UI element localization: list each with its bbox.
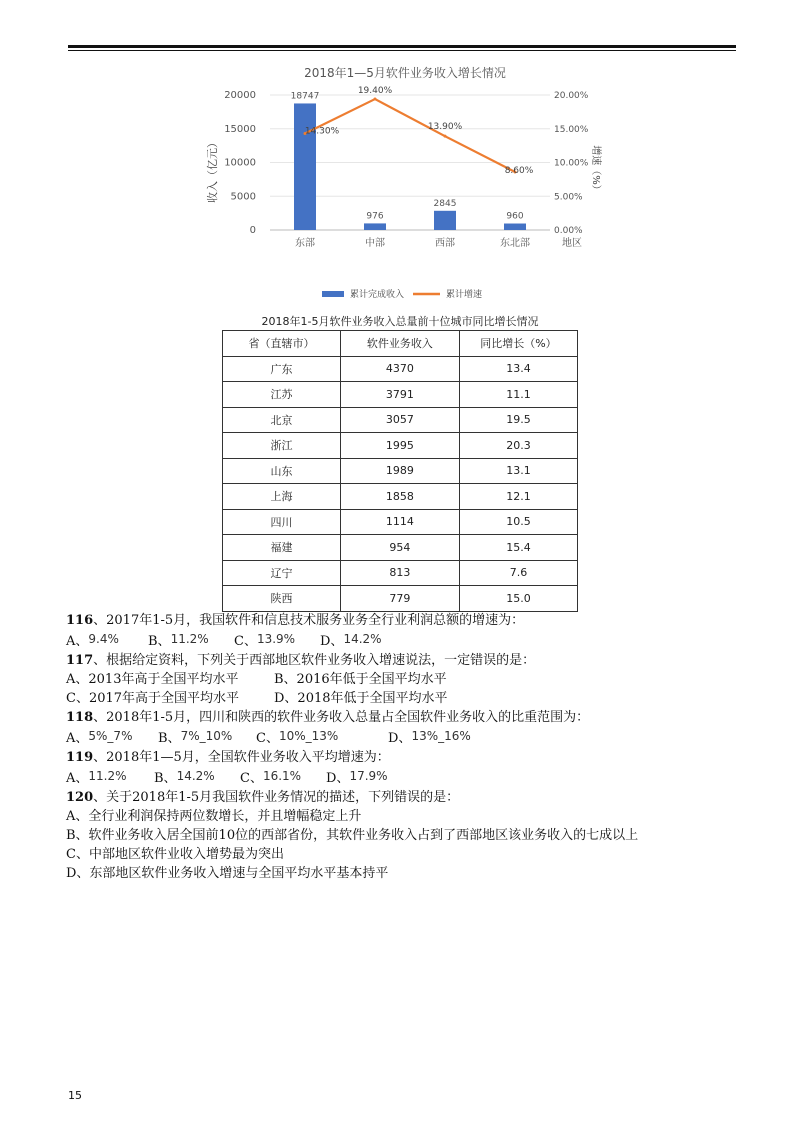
table-row [223, 356, 578, 382]
y-tick-label-right: 20.00% [554, 91, 589, 101]
line-data-label: 19.40% [357, 86, 393, 97]
option-d: D、17.9% [326, 769, 388, 786]
city-revenue-table [222, 330, 578, 612]
table-cell-province: 江苏 [223, 382, 341, 408]
bar [294, 103, 316, 230]
question-120: 120、关于2018年1-5月我国软件业务情况的描述，下列错误的是： [66, 790, 460, 805]
table-cell-growth: 10.5 [459, 509, 577, 535]
line-data-label: 14.30% [304, 126, 340, 137]
question-118: 118、2018年1-5月，四川和陕西的软件业务收入总量占全国软件业务收入的比重范围为： [66, 710, 590, 725]
option-c: C、16.1% [240, 769, 302, 786]
x-tick-label: 中部 [365, 238, 385, 249]
option-b: B、14.2% [154, 769, 215, 786]
table-caption: 2018年1-5月软件业务收入总量前十位城市同比增长情况 [261, 315, 539, 328]
bar-data-label: 976 [366, 211, 384, 222]
table-cell-revenue: 1989 [340, 458, 459, 484]
y-tick-label-left: 5000 [230, 191, 256, 203]
table-cell-revenue: 3057 [340, 407, 459, 433]
bar-data-label: 2845 [433, 198, 457, 209]
table-cell-growth: 13.1 [459, 458, 577, 484]
table-cell-growth: 12.1 [459, 484, 577, 510]
table-header-row [223, 331, 578, 357]
question-118-options [66, 727, 766, 748]
y-tick-label-left: 20000 [224, 90, 256, 101]
option-c: C、10%_13% [256, 729, 339, 746]
header-rule-thin [68, 50, 736, 51]
x-tick-label: 西部 [435, 238, 455, 249]
y-tick-label-right: 10.00% [554, 158, 589, 169]
table-cell-revenue: 779 [340, 586, 459, 612]
line-data-label: 13.90% [427, 122, 463, 133]
option-b: B、2016年低于全国平均水平 [274, 672, 447, 687]
legend-label-bar: 累计完成收入 [350, 290, 405, 300]
table-row [223, 586, 578, 612]
table-row [223, 484, 578, 510]
table-cell-growth: 15.0 [459, 586, 577, 612]
y-tick-label-left: 10000 [224, 157, 256, 169]
question-117: 117、根据给定资料，下列关于西部地区软件业务收入增速说法，一定错误的是： [66, 653, 536, 668]
question-116: 116、2017年1-5月，我国软件和信息技术服务业务全行业利润总额的增速为： [66, 613, 525, 628]
y-tick-label-right: 15.00% [554, 124, 589, 135]
table-cell-revenue: 813 [340, 560, 459, 586]
table-cell-province: 辽宁 [223, 560, 341, 586]
legend-swatch-bar [322, 291, 344, 297]
table-cell-growth: 11.1 [459, 382, 577, 408]
question-117-options-ab [66, 670, 766, 689]
y-tick-label-right: 0.00% [554, 226, 583, 236]
option-c: C、2017年高于全国平均水平 [66, 691, 240, 706]
y-axis-label-right: 增速（%） [590, 145, 601, 195]
table-cell-revenue: 4370 [340, 356, 459, 382]
option-a: A、11.2% [66, 769, 127, 786]
table-cell-province: 上海 [223, 484, 341, 510]
y-tick-label-left: 0 [249, 225, 256, 236]
option-c: C、13.9% [234, 632, 296, 649]
table-cell-province: 山东 [223, 458, 341, 484]
table-cell-revenue: 1995 [340, 433, 459, 459]
question-list [66, 611, 766, 883]
table-row [223, 407, 578, 433]
option-a: A、2013年高于全国平均水平 [66, 672, 239, 687]
question-119: 119、2018年1—5月，全国软件业务收入平均增速为： [66, 750, 390, 765]
table-row [223, 458, 578, 484]
table-cell-growth: 15.4 [459, 535, 577, 561]
option-b: B、软件业务收入居全国前10位的西部省份，其软件业务收入占到了西部地区该业务收入的七成以上 [66, 828, 639, 843]
table-header-revenue: 软件业务收入 [340, 331, 459, 357]
page-number: 15 [68, 1089, 82, 1102]
y-tick-label-left: 15000 [224, 123, 256, 135]
line-data-label: 8.60% [504, 165, 534, 176]
option-c: C、中部地区软件业收入增势最为突出 [66, 847, 284, 862]
table-row [223, 560, 578, 586]
table-row [223, 509, 578, 535]
table-row [223, 433, 578, 459]
question-119-options [66, 767, 766, 788]
table-cell-growth: 19.5 [459, 407, 577, 433]
option-a: A、全行业利润保持两位数增长，并且增幅稳定上升 [66, 809, 362, 824]
table-cell-province: 浙江 [223, 433, 341, 459]
option-d: D、14.2% [320, 632, 382, 649]
option-b: B、7%_10% [158, 729, 233, 746]
bar-data-label: 960 [506, 211, 524, 222]
bar [504, 224, 526, 230]
table-cell-province: 北京 [223, 407, 341, 433]
table-header-province: 省（直辖市） [223, 331, 341, 357]
table-cell-revenue: 3791 [340, 382, 459, 408]
bar [364, 223, 386, 230]
option-b: B、11.2% [148, 632, 209, 649]
table-row [223, 535, 578, 561]
table-cell-revenue: 954 [340, 535, 459, 561]
table-cell-province: 四川 [223, 509, 341, 535]
y-axis-label-left: 收入（亿元） [206, 137, 219, 203]
table-cell-province: 福建 [223, 535, 341, 561]
y-tick-label-right: 5.00% [554, 192, 583, 203]
x-axis-label: 地区 [562, 238, 582, 249]
option-a: A、5%_7% [66, 729, 133, 746]
header-rule [68, 45, 736, 48]
option-a: A、9.4% [66, 632, 119, 649]
table-cell-growth: 7.6 [459, 560, 577, 586]
chart-legend [322, 288, 482, 300]
table-cell-province: 陕西 [223, 586, 341, 612]
table-row [223, 382, 578, 408]
table-header-growth: 同比增长（%） [459, 331, 577, 357]
legend-label-line: 累计增速 [446, 290, 483, 300]
option-d: D、2018年低于全国平均水平 [274, 691, 448, 706]
question-117-options-cd [66, 689, 766, 708]
revenue-growth-chart [200, 55, 620, 305]
table-cell-revenue: 1114 [340, 509, 459, 535]
x-tick-label: 东北部 [500, 238, 530, 249]
option-d: D、13%_16% [388, 729, 471, 746]
table-cell-growth: 20.3 [459, 433, 577, 459]
table-cell-province: 广东 [223, 356, 341, 382]
table-cell-growth: 13.4 [459, 356, 577, 382]
line-point [374, 98, 377, 101]
table-cell-revenue: 1858 [340, 484, 459, 510]
x-tick-label: 东部 [295, 238, 315, 249]
option-d: D、东部地区软件业务收入增速与全国平均水平基本持平 [66, 866, 389, 881]
bar [434, 211, 456, 230]
line-point [444, 135, 447, 138]
chart-title: 2018年1—5月软件业务收入增长情况 [304, 66, 506, 80]
bar-data-label: 18747 [290, 91, 320, 102]
question-116-options [66, 630, 766, 651]
